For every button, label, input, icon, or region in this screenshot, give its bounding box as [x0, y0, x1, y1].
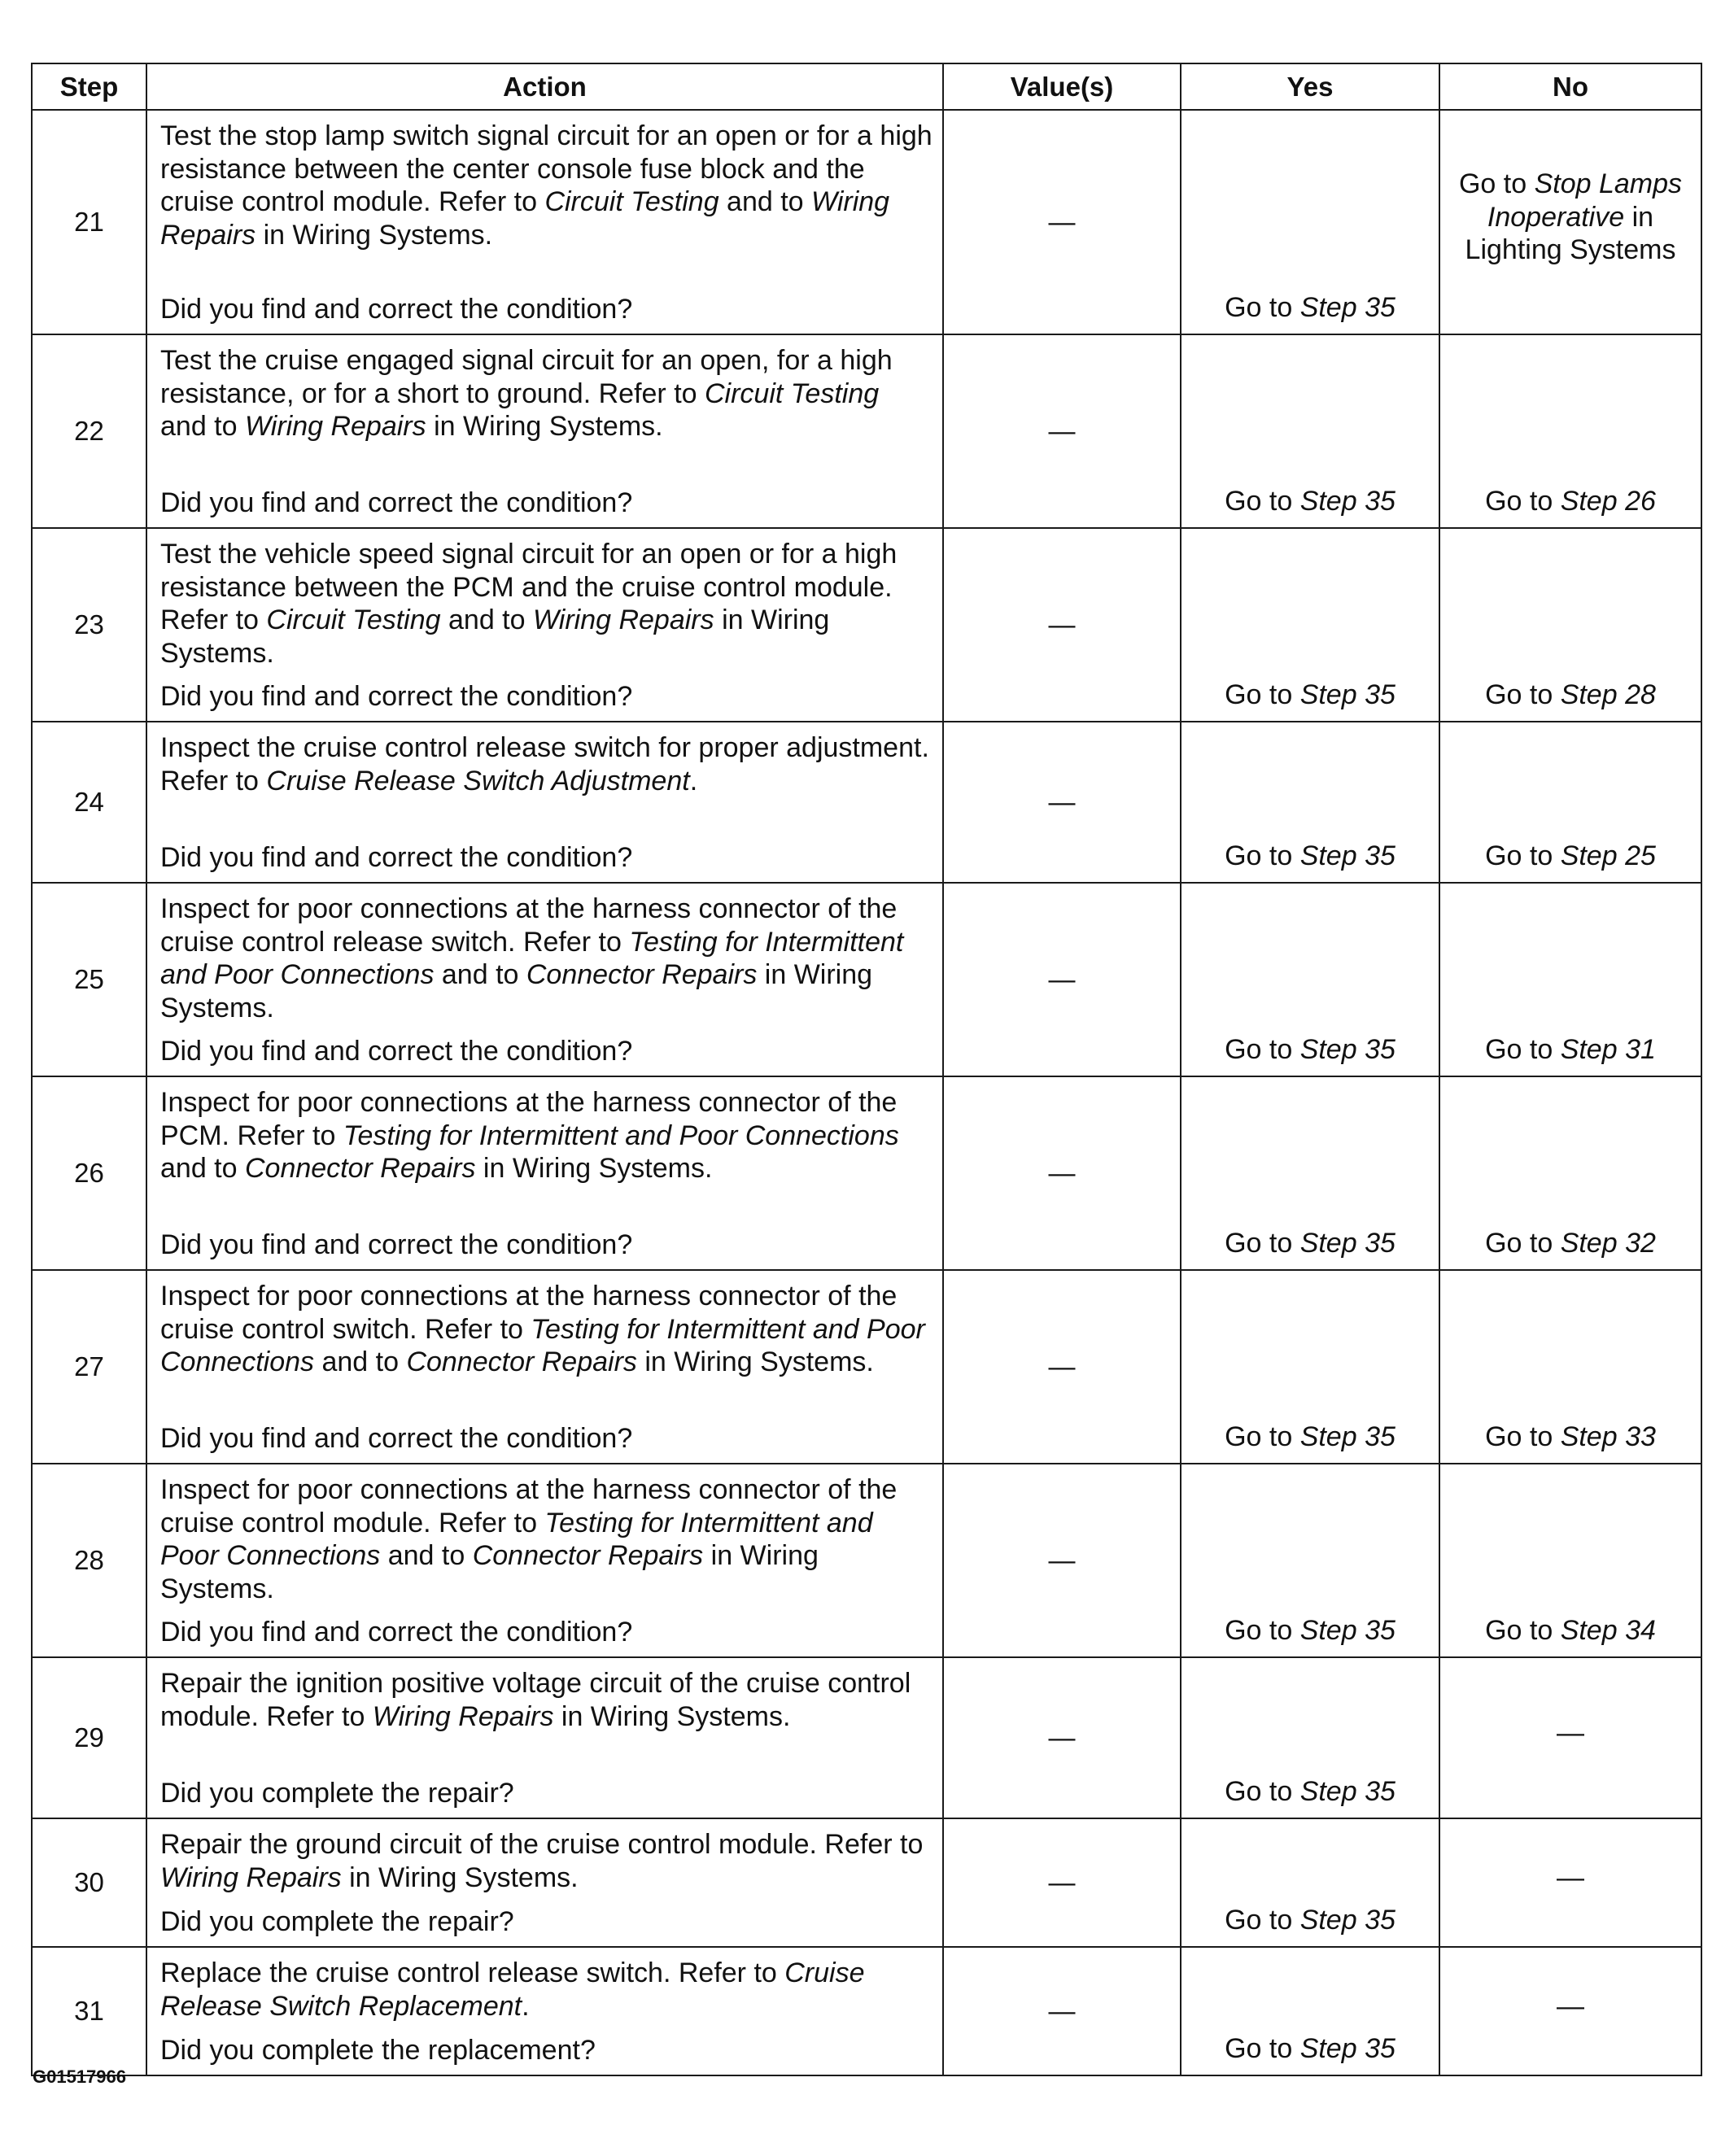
no-result	[1439, 1270, 1701, 1464]
text-run: Go to	[1225, 679, 1300, 710]
action-cell	[146, 1076, 943, 1270]
action-cell	[146, 1270, 943, 1464]
reference-text: Step 35	[1299, 1033, 1395, 1065]
step-number: 30	[32, 1818, 146, 1947]
reference-text: Step 35	[1299, 2032, 1395, 2064]
no-result	[1439, 1657, 1701, 1818]
reference-text: Step 35	[1299, 485, 1395, 517]
text-run: .	[522, 1990, 530, 2022]
no-result	[1439, 722, 1701, 883]
no-result	[1439, 110, 1701, 334]
text-run: in Wiring Systems.	[341, 1861, 579, 1893]
reference-text: Step 31	[1560, 1033, 1656, 1065]
yes-result	[1181, 883, 1439, 1076]
yes-result	[1181, 1818, 1439, 1947]
reference-text: Stop Lamps Inoperative	[1487, 168, 1683, 233]
table-row	[32, 110, 1701, 334]
text-run: Go to	[1225, 485, 1300, 517]
header-yes: Yes	[1181, 63, 1439, 110]
yes-result	[1181, 1947, 1439, 2075]
text-run: Inspect for poor connections at the harness connector of the cruise control switch. Refer to	[160, 1281, 898, 1345]
reference-text: Connector Repairs	[526, 959, 758, 990]
text-run: in Lighting Systems	[1465, 201, 1676, 266]
header-no: No	[1439, 63, 1701, 110]
text-run: Go to	[1485, 1033, 1561, 1065]
text-run: Go to	[1225, 1904, 1300, 1936]
yes-result	[1181, 334, 1439, 528]
text-run: Repair the ignition positive voltage circuit of the cruise control module. Refer to	[160, 1668, 911, 1732]
value-cell: —	[943, 883, 1181, 1076]
table-header-row	[32, 63, 1701, 110]
text-run: in Wiring Systems.	[160, 1540, 819, 1604]
reference-text: Step 35	[1299, 1904, 1395, 1936]
action-cell	[146, 1818, 943, 1947]
action-question: Did you find and correct the condition?	[160, 1616, 633, 1648]
reference-text: Testing for Intermittent and Poor Connections	[160, 926, 904, 990]
action-question: Did you complete the replacement?	[160, 2034, 596, 2066]
action-description	[160, 1667, 933, 1733]
action-cell	[146, 334, 943, 528]
step-number: 31	[32, 1947, 146, 2075]
reference-text: Step 35	[1299, 840, 1395, 871]
no-result	[1439, 1076, 1701, 1270]
table-row	[32, 1464, 1701, 1657]
action-question: Did you complete the repair?	[160, 1905, 514, 1937]
text-run: —	[1557, 1717, 1584, 1748]
action-cell	[146, 722, 943, 883]
step-number: 25	[32, 883, 146, 1076]
text-run: Inspect for poor connections at the harness connector of the cruise control release switch. Refer to	[160, 893, 898, 958]
diagnostic-table	[31, 63, 1702, 2076]
action-question: Did you find and correct the condition?	[160, 487, 633, 518]
action-description	[160, 538, 933, 670]
reference-text: Circuit Testing	[705, 378, 880, 409]
action-cell	[146, 1657, 943, 1818]
text-run: Go to	[1485, 1227, 1561, 1259]
step-number: 26	[32, 1076, 146, 1270]
text-run: and to	[160, 1153, 245, 1184]
header-step: Step	[32, 63, 146, 110]
reference-text: Wiring Repairs	[372, 1700, 554, 1732]
text-run: Replace the cruise control release switch. Refer to	[160, 1957, 785, 1988]
value-cell: —	[943, 1076, 1181, 1270]
action-cell	[146, 110, 943, 334]
text-run: —	[1557, 1861, 1584, 1893]
text-run: Go to	[1225, 1227, 1300, 1259]
text-run: and to	[160, 411, 245, 442]
text-run: Go to	[1485, 1421, 1561, 1452]
text-run: in Wiring Systems.	[475, 1153, 713, 1184]
text-run: .	[689, 765, 698, 796]
text-run: Go to	[1225, 840, 1300, 871]
table-body	[32, 110, 1701, 2075]
reference-text: Step 33	[1560, 1421, 1656, 1452]
yes-result	[1181, 1464, 1439, 1657]
text-run: Test the vehicle speed signal circuit for an open or for a high resistance between the PCM and the cruise control module. Refer to	[160, 539, 898, 635]
text-run: Go to	[1225, 2032, 1300, 2064]
text-run: in Wiring Systems.	[160, 604, 830, 669]
no-result	[1439, 528, 1701, 722]
text-run: Test the cruise engaged signal circuit for an open, for a high resistance, or for a short to ground. Refer to	[160, 345, 893, 409]
table-row	[32, 1076, 1701, 1270]
value-cell: —	[943, 110, 1181, 334]
reference-text: Step 26	[1560, 485, 1656, 517]
yes-result	[1181, 1270, 1439, 1464]
text-run: in Wiring Systems.	[160, 959, 873, 1023]
text-run: Go to	[1225, 291, 1300, 323]
reference-text: Circuit Testing	[544, 186, 719, 217]
table-row	[32, 1270, 1701, 1464]
text-run: Go to	[1225, 1421, 1300, 1452]
action-description	[160, 1086, 933, 1185]
text-run: and to	[380, 1540, 473, 1571]
text-run: and to	[440, 604, 533, 635]
reference-text: Step 35	[1299, 291, 1395, 323]
reference-text: Step 35	[1299, 1775, 1395, 1807]
reference-text: Step 25	[1560, 840, 1656, 871]
text-run: in Wiring Systems.	[256, 219, 493, 251]
no-result	[1439, 1947, 1701, 2075]
reference-text: Wiring Repairs	[532, 604, 714, 635]
text-run: Go to	[1225, 1033, 1300, 1065]
reference-text: Testing for Intermittent and Poor Connections	[343, 1119, 899, 1151]
yes-result	[1181, 722, 1439, 883]
reference-text: Wiring Repairs	[160, 186, 890, 251]
text-run: Go to	[1225, 1775, 1300, 1807]
reference-text: Step 35	[1299, 1421, 1395, 1452]
reference-text: Connector Repairs	[406, 1346, 637, 1377]
action-cell	[146, 1464, 943, 1657]
table-row	[32, 722, 1701, 883]
step-number: 23	[32, 528, 146, 722]
text-run: and to	[314, 1346, 407, 1377]
text-run: Inspect for poor connections at the harness connector of the cruise control module. Refer to	[160, 1474, 898, 1538]
text-run: Go to	[1485, 679, 1561, 710]
text-run: in Wiring Systems.	[553, 1700, 791, 1732]
table-row	[32, 528, 1701, 722]
reference-text: Cruise Release Switch Adjustment	[266, 765, 690, 796]
text-run: and to	[434, 959, 526, 990]
value-cell: —	[943, 1947, 1181, 2075]
step-number: 21	[32, 110, 146, 334]
value-cell: —	[943, 1818, 1181, 1947]
action-description	[160, 1473, 933, 1605]
value-cell: —	[943, 1464, 1181, 1657]
reference-text: Step 35	[1299, 1227, 1395, 1259]
action-cell	[146, 528, 943, 722]
reference-text: Step 32	[1560, 1227, 1656, 1259]
no-result	[1439, 334, 1701, 528]
table-row	[32, 1818, 1701, 1947]
reference-text: Circuit Testing	[266, 604, 441, 635]
yes-result	[1181, 1657, 1439, 1818]
action-description	[160, 1280, 933, 1379]
text-run: Go to	[1485, 1614, 1561, 1646]
action-question: Did you find and correct the condition?	[160, 293, 633, 325]
step-number: 29	[32, 1657, 146, 1818]
action-description	[160, 731, 933, 797]
reference-text: Step 35	[1299, 679, 1395, 710]
figure-id: G01517966	[33, 2067, 126, 2087]
text-run: Go to	[1485, 485, 1561, 517]
header-values: Value(s)	[943, 63, 1181, 110]
no-result	[1439, 1464, 1701, 1657]
action-description	[160, 120, 933, 251]
action-question: Did you complete the repair?	[160, 1777, 514, 1809]
text-run: Test the stop lamp switch signal circuit for an open or for a high resistance between the center console fuse block and the cruise control module. Refer to	[160, 120, 933, 217]
action-description	[160, 1828, 933, 1894]
reference-text: Step 35	[1299, 1614, 1395, 1646]
value-cell: —	[943, 1657, 1181, 1818]
value-cell: —	[943, 1270, 1181, 1464]
action-description	[160, 1957, 933, 2023]
action-cell	[146, 883, 943, 1076]
reference-text: Wiring Repairs	[160, 1861, 342, 1893]
value-cell: —	[943, 528, 1181, 722]
yes-result	[1181, 528, 1439, 722]
text-run: —	[1557, 1990, 1584, 2022]
action-question: Did you find and correct the condition?	[160, 1229, 633, 1260]
reference-text: Connector Repairs	[244, 1153, 476, 1184]
header-action: Action	[146, 63, 943, 110]
table-row	[32, 883, 1701, 1076]
action-description	[160, 893, 933, 1024]
reference-text: Testing for Intermittent and Poor Connections	[160, 1313, 925, 1377]
action-question: Did you find and correct the condition?	[160, 841, 633, 873]
reference-text: Wiring Repairs	[244, 411, 426, 442]
action-question: Did you find and correct the condition?	[160, 680, 633, 712]
text-run: in Wiring Systems.	[426, 411, 663, 442]
value-cell: —	[943, 722, 1181, 883]
text-run: in Wiring Systems.	[636, 1346, 874, 1377]
reference-text: Cruise Release Switch Replacement	[160, 1957, 865, 2022]
step-number: 27	[32, 1270, 146, 1464]
table-row	[32, 1947, 1701, 2075]
action-description	[160, 344, 933, 443]
reference-text: Connector Repairs	[472, 1540, 704, 1571]
reference-text: Step 34	[1560, 1614, 1656, 1646]
yes-result	[1181, 1076, 1439, 1270]
table-row	[32, 334, 1701, 528]
text-run: Repair the ground circuit of the cruise control module. Refer to	[160, 1829, 924, 1860]
table-row	[32, 1657, 1701, 1818]
step-number: 28	[32, 1464, 146, 1657]
text-run: Inspect the cruise control release switch for proper adjustment. Refer to	[160, 732, 929, 796]
text-run: Go to	[1225, 1614, 1300, 1646]
text-run: Go to	[1458, 168, 1535, 200]
text-run: and to	[718, 186, 812, 217]
reference-text: Step 28	[1560, 679, 1656, 710]
reference-text: Testing for Intermittent and Poor Connections	[160, 1507, 873, 1571]
step-number: 22	[32, 334, 146, 528]
action-question: Did you find and correct the condition?	[160, 1422, 633, 1454]
action-question: Did you find and correct the condition?	[160, 1035, 633, 1067]
no-result	[1439, 883, 1701, 1076]
step-number: 24	[32, 722, 146, 883]
action-cell	[146, 1947, 943, 2075]
text-run: Inspect for poor connections at the harness connector of the PCM. Refer to	[160, 1087, 898, 1151]
yes-result	[1181, 110, 1439, 334]
value-cell: —	[943, 334, 1181, 528]
no-result	[1439, 1818, 1701, 1947]
text-run: Go to	[1485, 840, 1561, 871]
